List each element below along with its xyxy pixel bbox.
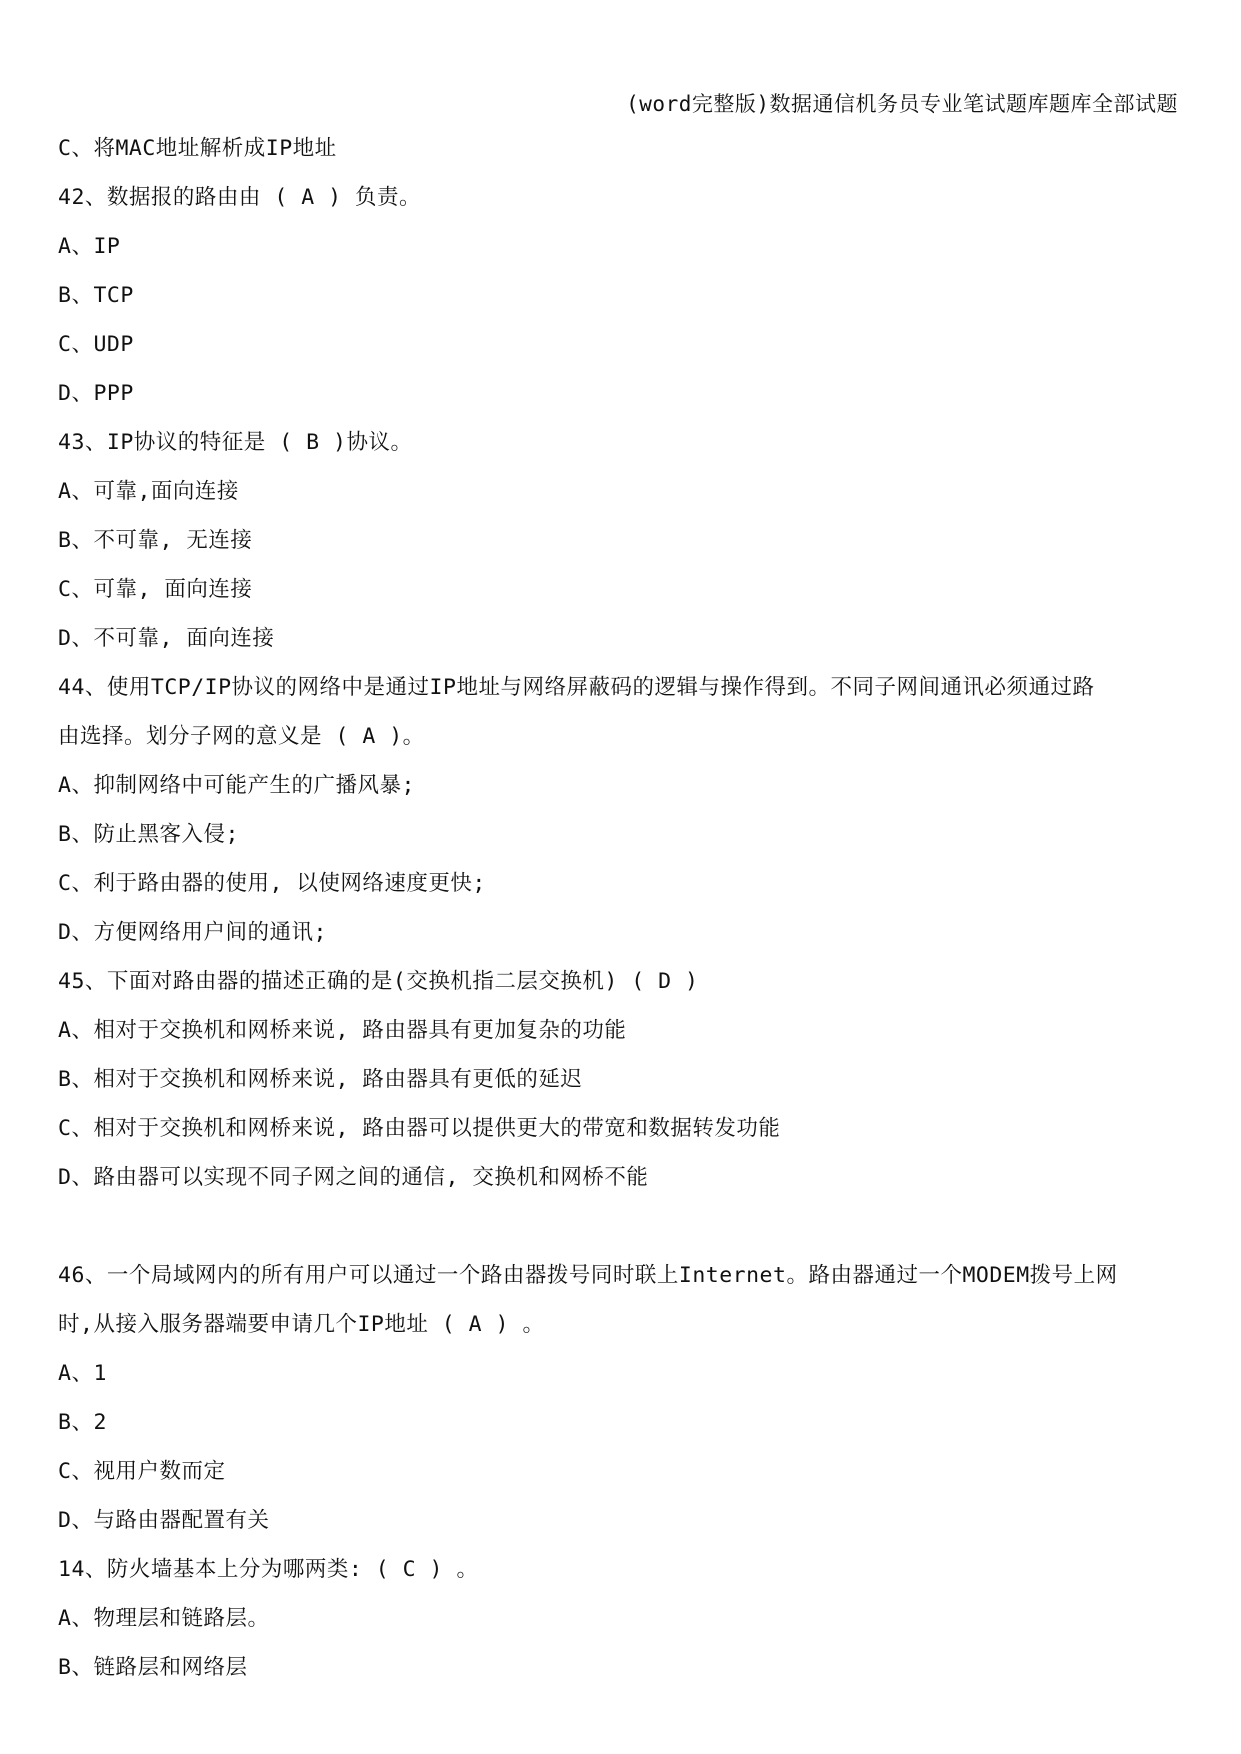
question-42: 42、数据报的路由由 ( A ) 负责。 bbox=[58, 185, 421, 210]
document-body bbox=[58, 124, 1178, 1692]
blank-line bbox=[58, 1202, 1178, 1251]
option-c-41: C、将MAC地址解析成IP地址 bbox=[58, 136, 337, 161]
page-header: (word完整版)数据通信机务员专业笔试题库题库全部试题 bbox=[626, 92, 1178, 116]
question-44-line-2: 由选择。划分子网的意义是 ( A )。 bbox=[58, 724, 425, 749]
option-b-44: B、防止黑客入侵; bbox=[58, 822, 239, 847]
option-d-46: D、与路由器配置有关 bbox=[58, 1508, 270, 1533]
option-a-43: A、可靠,面向连接 bbox=[58, 479, 239, 504]
question-46-line-1: 46、一个局域网内的所有用户可以通过一个路由器拨号同时联上Internet。路由器通过一个MODEM拨号上网 bbox=[58, 1263, 1118, 1288]
option-a-42: A、IP bbox=[58, 234, 121, 259]
option-b-43: B、不可靠, 无连接 bbox=[58, 528, 253, 553]
option-a-46: A、1 bbox=[58, 1361, 107, 1386]
option-d-44: D、方便网络用户间的通讯; bbox=[58, 920, 327, 945]
option-a-44: A、抑制网络中可能产生的广播风暴; bbox=[58, 773, 415, 798]
question-45: 45、下面对路由器的描述正确的是(交换机指二层交换机) ( D ) bbox=[58, 969, 699, 994]
option-a-14: A、物理层和链路层。 bbox=[58, 1606, 270, 1631]
option-d-43: D、不可靠, 面向连接 bbox=[58, 626, 275, 651]
option-c-44: C、利于路由器的使用, 以使网络速度更快; bbox=[58, 871, 486, 896]
option-a-45: A、相对于交换机和网桥来说, 路由器具有更加复杂的功能 bbox=[58, 1018, 627, 1043]
option-b-45: B、相对于交换机和网桥来说, 路由器具有更低的延迟 bbox=[58, 1067, 583, 1092]
option-b-42: B、TCP bbox=[58, 283, 134, 308]
option-d-42: D、PPP bbox=[58, 381, 134, 406]
question-14: 14、防火墙基本上分为哪两类: ( C ) 。 bbox=[58, 1557, 479, 1582]
question-46-line-2: 时,从接入服务器端要申请几个IP地址 ( A ) 。 bbox=[58, 1312, 545, 1337]
option-c-43: C、可靠, 面向连接 bbox=[58, 577, 253, 602]
option-d-45: D、路由器可以实现不同子网之间的通信, 交换机和网桥不能 bbox=[58, 1165, 649, 1190]
option-c-42: C、UDP bbox=[58, 332, 134, 357]
option-c-46: C、视用户数而定 bbox=[58, 1459, 226, 1484]
option-b-14: B、链路层和网络层 bbox=[58, 1655, 248, 1680]
option-b-46: B、2 bbox=[58, 1410, 107, 1435]
option-c-45: C、相对于交换机和网桥来说, 路由器可以提供更大的带宽和数据转发功能 bbox=[58, 1116, 781, 1141]
question-43: 43、IP协议的特征是 ( B )协议。 bbox=[58, 430, 413, 455]
question-44-line-1: 44、使用TCP/IP协议的网络中是通过IP地址与网络屏蔽码的逻辑与操作得到。不同子网间通讯必须通过路 bbox=[58, 675, 1095, 700]
